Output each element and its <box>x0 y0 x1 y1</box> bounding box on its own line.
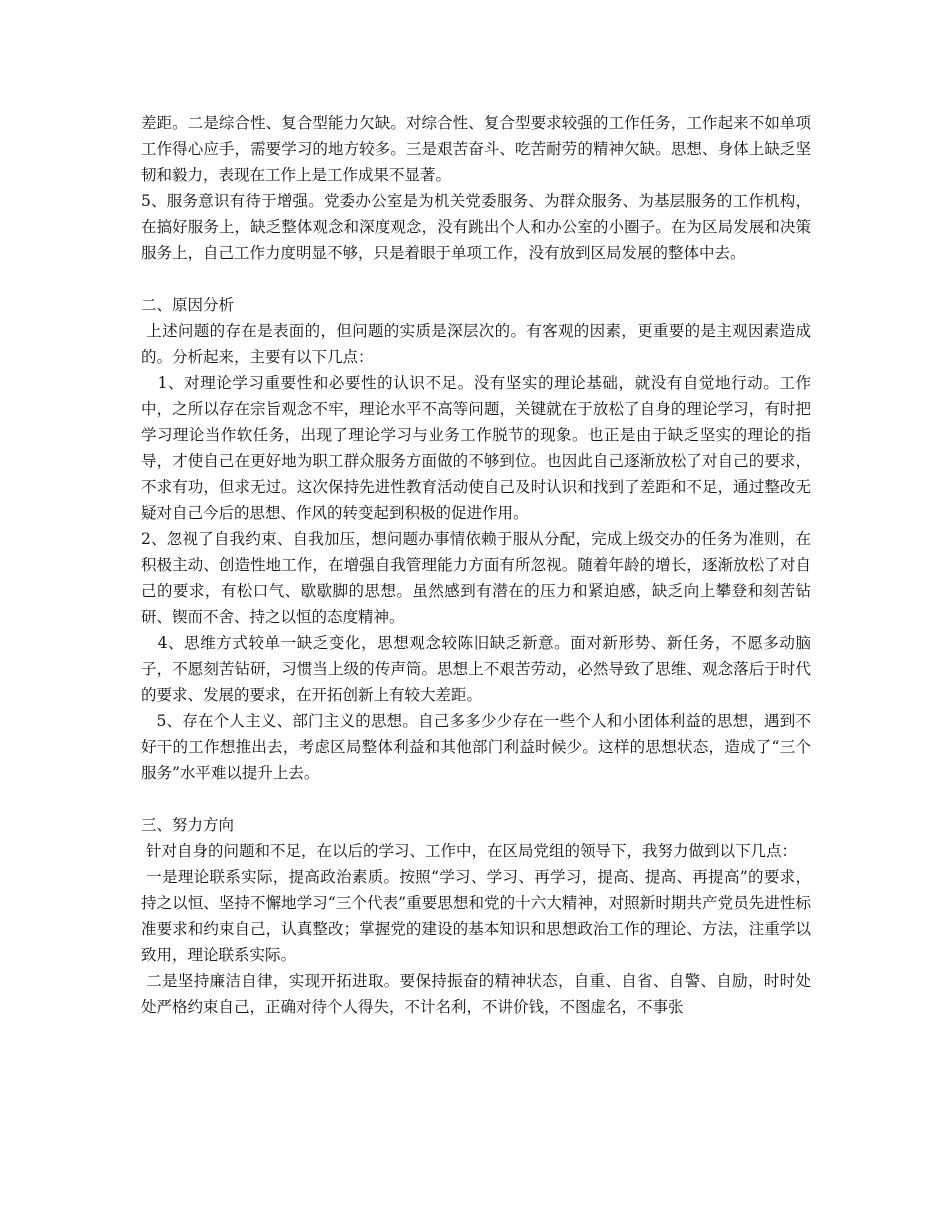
section-heading-cause-analysis: 二、原因分析 <box>141 296 235 314</box>
paragraph-cause-intro: 上述问题的存在是表面的，但问题的实质是深层次的。有客观的因素，更重要的是主观因素造成的。分析起来，主要有以下几点： <box>141 322 811 366</box>
paragraph-service-awareness: 5、服务意识有待于增强。党委办公室是为机关党委服务、为群众服务、为基层服务的工作机构，在搞好服务上，缺乏整体观念和深度观念，没有跳出个人和办公室的小圈子。在为区局发展和决策服务上，自己工作力度明显不够，只是着眼于单项工作，没有放到区局发展的整体中去。 <box>141 192 811 262</box>
paragraph-capability-gap: 差距。二是综合性、复合型能力欠缺。对综合性、复合型要求较强的工作任务，工作起来不如单项工作得心应手，需要学习的地方较多。三是艰苦奋斗、吃苦耐劳的精神欠缺。思想、身体上缺乏坚韧和毅力，表现在工作上是工作成果不显著。 <box>141 114 811 184</box>
paragraph-cause-5: 5、存在个人主义、部门主义的思想。自己多多少少存在一些个人和小团体利益的思想，遇到不好干的工作想推出去，考虑区局整体利益和其他部门利益时候少。这样的思想状态，造成了“三个服务”水平难以提升上去。 <box>141 712 811 782</box>
document-body <box>141 110 811 1020</box>
paragraph-spacer <box>141 786 811 812</box>
paragraph-direction-intro: 针对自身的问题和不足，在以后的学习、工作中，在区局党组的领导下，我努力做到以下几点： <box>141 842 797 860</box>
paragraph-cause-4: 4、思维方式较单一缺乏变化，思想观念较陈旧缺乏新意。面对新形势、新任务，不愿多动脑子，不愿刻苦钻研，习惯当上级的传声筒。思想上不艰苦劳动，必然导致了思维、观念落后于时代的要求、发展的要求，在开拓创新上有较大差距。 <box>141 634 812 704</box>
paragraph-direction-1: 一是理论联系实际，提高政治素质。按照“学习、学习、再学习，提高、提高、再提高”的要求，持之以恒、坚持不懈地学习“三个代表”重要思想和党的十六大精神，对照新时期共产党员先进性标准要求和约束自己，认真整改；掌握党的建设的基本知识和思想政治工作的理论、方法，注重学以致用，理论联系实际。 <box>141 868 811 964</box>
paragraph-spacer <box>141 266 811 292</box>
paragraph-cause-1: 1、对理论学习重要性和必要性的认识不足。没有坚实的理论基础，就没有自觉地行动。工作中，之所以存在宗旨观念不牢，理论水平不高等问题，关键就在于放松了自身的理论学习，有时把学习理论当作软任务，出现了理论学习与业务工作脱节的现象。也正是由于缺乏坚实的理论的指导，才使自己在更好地为职工群众服务方面做的不够到位。也因此自己逐渐放松了对自己的要求，不求有功，但求无过。这次保持先进性教育活动使自己及时认识和找到了差距和不足，通过整改无疑对自己今后的思想、作风的转变起到积极的促进作用。 <box>141 374 812 522</box>
paragraph-cause-2: 2、忽视了自我约束、自我加压，想问题办事情依赖于服从分配，完成上级交办的任务为准则，在积极主动、创造性地工作，在增强自我管理能力方面有所忽视。随着年龄的增长，逐渐放松了对自己的要求，有松口气、歇歇脚的思想。虽然感到有潜在的压力和紧迫感，缺乏向上攀登和刻苦钻研、锲而不舍、持之以恒的态度精神。 <box>141 530 811 626</box>
section-heading-direction: 三、努力方向 <box>141 816 235 834</box>
paragraph-direction-2: 二是坚持廉洁自律，实现开拓进取。要保持振奋的精神状态，自重、自省、自警、自励，时时处处严格约束自己，正确对待个人得失，不计名利，不讲价钱，不图虚名，不事张 <box>141 972 811 1016</box>
